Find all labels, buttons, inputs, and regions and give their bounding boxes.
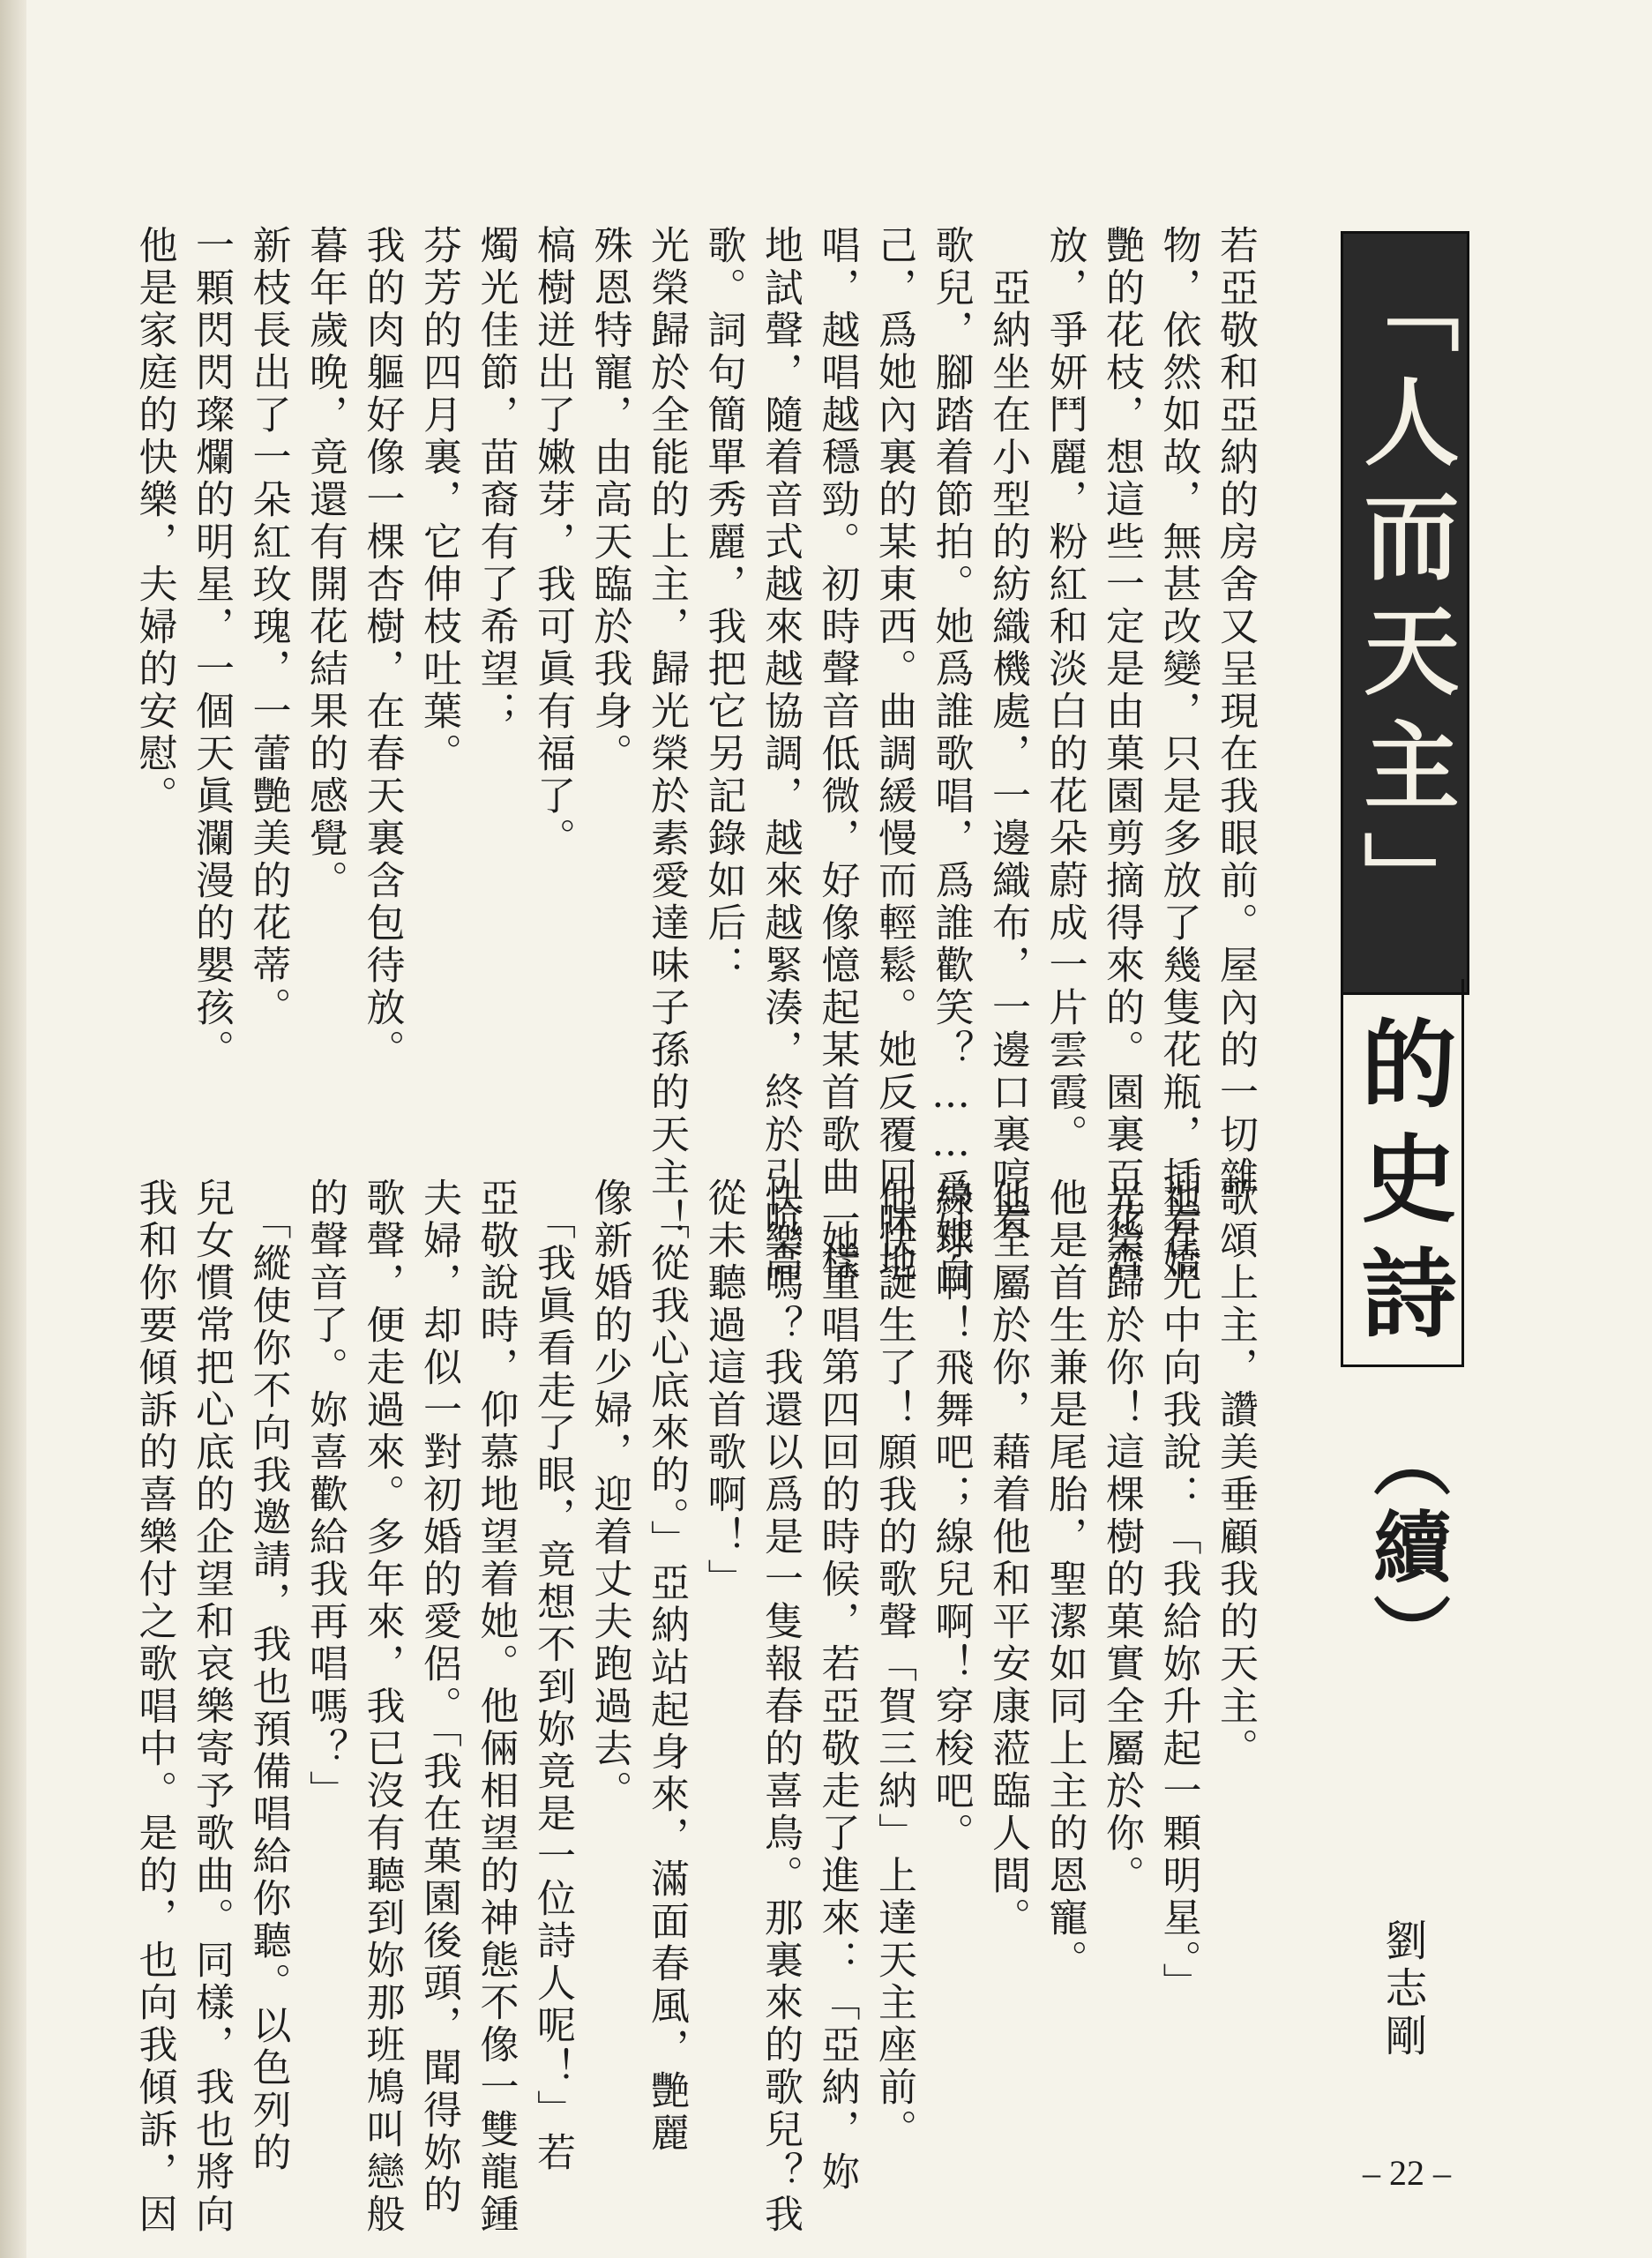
text-column: 歌兒，腳踏着節拍。她爲誰歌唱，爲誰歡笑？……爲她自 xyxy=(928,225,974,1296)
text-column: 我和你要傾訴的喜樂付之歌唱中。是的，也向我傾訴，因 xyxy=(131,1178,177,2236)
text-column: 歌頌上主，讚美垂顧我的天主。 xyxy=(1213,1178,1258,1770)
text-column: 從未聽過這首歌啊！」 xyxy=(700,1178,746,1601)
text-column: 燭光佳節，苗裔有了希望； xyxy=(473,225,519,733)
text-column: 艷的花枝，想這些一定是由菓園剪摘得來的。園裏百花齊 xyxy=(1099,225,1144,1283)
text-column: 唱，越唱越穩勁。初時聲音低微，好像憶起某首歌曲一樣 xyxy=(814,225,860,1283)
binding-edge xyxy=(0,0,26,2258)
text-column: 己，爲她內裏的某東西。曲調緩慢而輕鬆。她反覆回味地 xyxy=(871,225,916,1283)
text-column: 光榮歸於全能的上主，歸光榮於素愛達味子孫的天主！ xyxy=(644,225,689,1241)
text-column: 亞納坐在小型的紡織機處，一邊織布，一邊口裏哼着 xyxy=(985,225,1030,1241)
text-column: 祂在光中向我說：「我給妳升起一顆明星。」 xyxy=(1155,1178,1201,2005)
text-column: 他是家庭的快樂，夫婦的安慰。 xyxy=(131,225,177,818)
text-column: 夫婦，却似一對初婚的愛侶。「我在菓園後頭，聞得妳的 xyxy=(416,1178,461,2217)
text-column: 槁樹迸出了嫩芽，我可眞有福了。 xyxy=(530,225,575,860)
page-number: – 22 – xyxy=(1363,2153,1451,2193)
text-column: 的聲音了。妳喜歡給我再唱嗎？」 xyxy=(303,1178,348,1813)
subtitle: （續） xyxy=(1361,1420,1453,1679)
text-column: 一顆閃閃璨爛的明星，一個天眞瀾漫的嬰孩。 xyxy=(189,225,234,1072)
text-column: 新枝長出了一朵紅玫瑰，一蕾艷美的花蒂。 xyxy=(245,225,291,1029)
text-column: 「縱使你不向我邀請，我也預備唱給你聽。以色列的 xyxy=(245,1178,291,2174)
text-column: 「從我心底來的。」亞納站起身來，滿面春風，艷麗 xyxy=(644,1178,689,2155)
text-column: 他全屬於你，藉着他和平安康蒞臨人間。 xyxy=(985,1178,1030,1940)
text-column: 歌。詞句簡單秀麗，我把它另記錄如后： xyxy=(700,225,746,987)
text-column: 我的肉軀好像一棵杏樹，在春天裏含包待放。 xyxy=(359,225,405,1072)
text-column: 物，依然如故，無甚改變，只是多放了幾隻花瓶，插着嬌 xyxy=(1155,225,1201,1283)
text-column: 放，爭妍鬥麗，粉紅和淡白的花朵蔚成一片雲霞。 xyxy=(1042,225,1088,1156)
text-column: 「我眞看走了眼，竟想不到妳竟是一位詩人呢！」若 xyxy=(530,1178,575,2174)
text-column: 歌聲，便走過來。多年來，我已沒有聽到妳那班鳩叫戀般 xyxy=(359,1178,405,2236)
text-column: 兒女慣常把心底的企望和哀樂寄予歌曲。同樣，我也將向 xyxy=(189,1178,234,2236)
text-column: 像新婚的少婦，迎着丈夫跑過去。 xyxy=(587,1178,632,1813)
text-column: 亞敬說時，仰慕地望着她。他倆相望的神態不像一雙龍鍾 xyxy=(473,1178,519,2236)
author-name: 劉志剛 xyxy=(1378,1918,1427,2061)
text-column: 線球啊！飛舞吧；線兒啊！穿梭吧。 xyxy=(928,1178,974,1855)
text-column: 他是首生兼是尾胎，聖潔如同上主的恩寵。 xyxy=(1042,1178,1088,1982)
text-column: 他快誕生了！願我的歌聲「賀三納」上達天主座前。 xyxy=(871,1178,916,2151)
text-column: 芬芳的四月裏，它伸枝吐葉。 xyxy=(416,225,461,775)
title-dark-part: 「人而天主」 xyxy=(1348,258,1458,946)
text-column: 若亞敬和亞納的房舍又呈現在我眼前。屋內的一切雜 xyxy=(1213,225,1258,1199)
text-column: 殊恩特寵，由高天臨於我身。 xyxy=(587,225,632,775)
title-light-part: 的史詩 xyxy=(1341,979,1464,1367)
text-column: 她重唱第四回的時候，若亞敬走了進來：「亞納，妳 xyxy=(814,1178,860,2194)
text-column: 地試聲，隨着音式越來越協調，越來越緊湊，終於引吭高 xyxy=(758,225,803,1283)
text-column: 光榮歸於你！這棵樹的菓實全屬於你。 xyxy=(1099,1178,1144,1897)
text-column: 快樂嗎？我還以爲是一隻報春的喜鳥。那裏來的歌兒？我 xyxy=(758,1178,803,2236)
text-column: 暮年歲晚，竟還有開花結果的感覺。 xyxy=(303,225,348,902)
